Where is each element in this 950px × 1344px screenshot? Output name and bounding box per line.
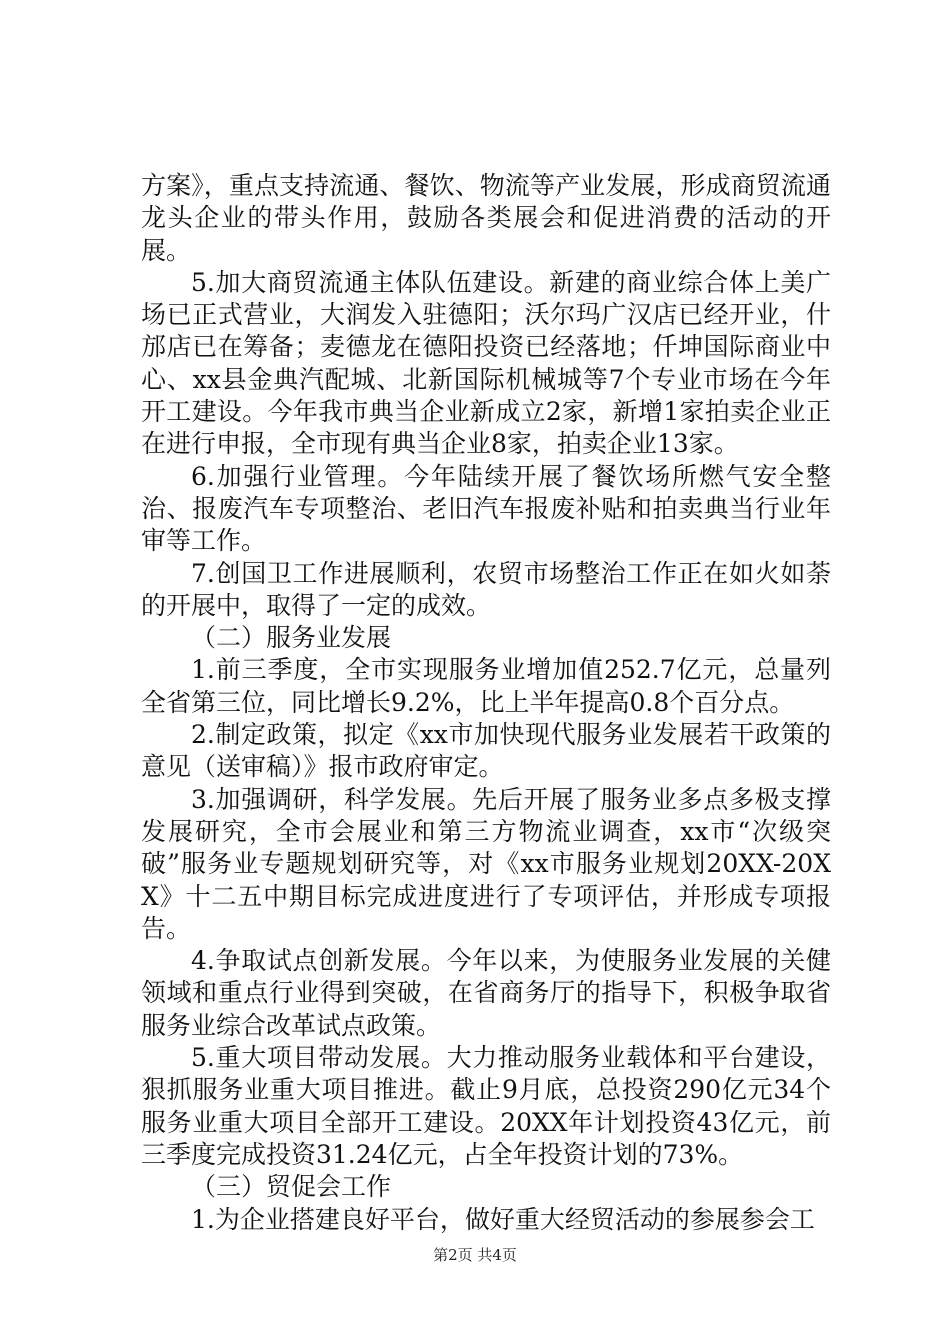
paragraph: 3.加强调研，科学发展。先后开展了服务业多点多极支撑发展研究，全市会展业和第三方物流业调查，xx市“次级突破”服务业专题规划研究等，对《xx市服务业规划20XX-20XX》十二五中期目标完成进度进行了专项评估，并形成专项报告。 (141, 784, 831, 943)
paragraph: 5.重大项目带动发展。大力推动服务业载体和平台建设，狠抓服务业重大项目推进。截止9月底，总投资290亿元34个服务业重大项目全部开工建设。20XX年计划投资43亿元，前三季度完成投资31.24亿元，占全年投资计划的73%。 (141, 1043, 831, 1169)
paragraph: 2.制定政策，拟定《xx市加快现代服务业发展若干政策的意见（送审稿）》报市政府审定。 (141, 720, 831, 782)
paragraph: 方案》，重点支持流通、餐饮、物流等产业发展，形成商贸流通龙头企业的带头作用，鼓励各类展会和促进消费的活动的开展。 (141, 171, 831, 265)
paragraph: 1.为企业搭建良好平台，做好重大经贸活动的参展参会工 (191, 1204, 815, 1234)
paragraph: 7.创国卫工作进展顺利，农贸市场整治工作正在如火如荼的开展中，取得了一定的成效。 (141, 558, 831, 620)
paragraph: 5.加大商贸流通主体队伍建设。新建的商业综合体上美广场已正式营业，大润发入驻德阳；沃尔玛广汉店已经开业，什邡店已在筹备；麦德龙在德阳投资已经落地；仟坤国际商业中心、xx县金典汽配城、北新国际机械城等7个专业市场在今年开工建设。今年我市典当企业新成立2家，新增1家拍卖企业正在进行申报，全市现有典当企业8家，拍卖企业13家。 (141, 267, 831, 459)
paragraph: 1.前三季度，全市实现服务业增加值252.7亿元，总量列全省第三位，同比增长9.2%，比上半年提高0.8个百分点。 (141, 655, 831, 717)
paragraph: 6.加强行业管理。今年陆续开展了餐饮场所燃气安全整治、报废汽车专项整治、老旧汽车报废补贴和拍卖典当行业年审等工作。 (141, 461, 831, 556)
section-heading: （二）服务业发展 (191, 623, 392, 653)
paragraph: 4.争取试点创新发展。今年以来，为使服务业发展的关健领域和重点行业得到突破，在省商务厅的指导下，积极争取省服务业综合改革试点政策。 (141, 946, 831, 1040)
document-body (141, 170, 831, 1236)
section-heading: （三）贸促会工作 (191, 1172, 392, 1202)
page-number-footer: 第2页 共4页 (433, 1246, 517, 1264)
